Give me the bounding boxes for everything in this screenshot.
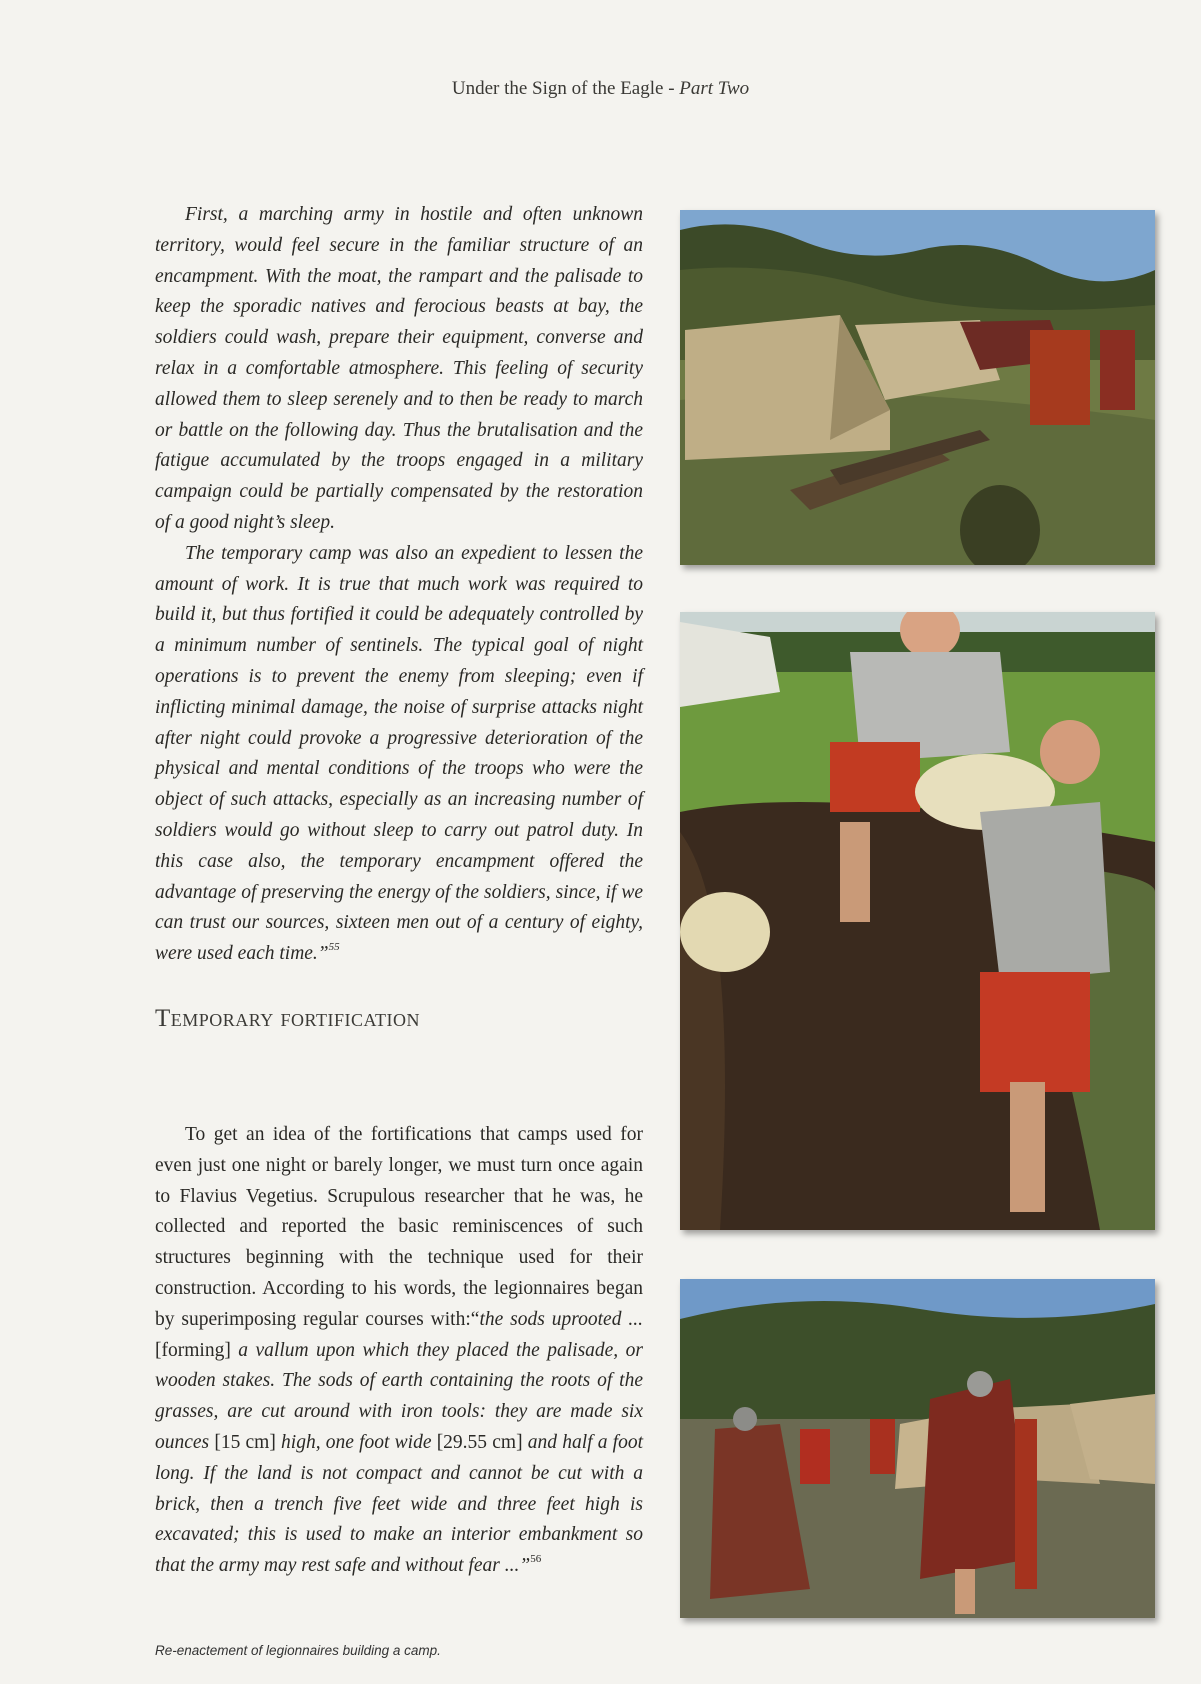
book-title: Under the Sign of the Eagle (451, 78, 664, 99)
photo-digging-trench-image (680, 612, 1155, 1230)
paragraph-expedient-text: The temporary camp was also an expedient to lessen the amount of work. It is true that much work was required to build it, but thus fortified it could be adequately controlled by a minimum number of sentinels. The typical goal of night operations is to prevent the enemy from sleeping; even if inflicting minimal damage, the noise of surprise attacks night after night could provoke a progressive deterioration of the physical and mental conditions of the troops who were the object of such attacks, especially as an increasing number of soldiers would go without sleep to carry out patrol duty. In this case also, the temporary encampment offered the advantage of preserving the energy of the soldiers, since, if we can trust our sources, sixteen men out of a century of eighty, were used each time.” (155, 542, 643, 965)
running-head (0, 78, 1201, 100)
photo-digging-trench (680, 612, 1155, 1230)
paragraph-security: First, a marching army in hostile and often unknown territory, would feel secure in the familiar structure of an encampment. With the moat, the rampart and the palisade to keep the sporadic natives and ferocious beasts at bay, the soldiers could wash, prepare their equipment, converse and relax in a comfortable atmosphere. This feeling of security allowed them to sleep serenely and to then be ready to march or battle on the following day. Thus the brutalisation and the fatigue accumulated by the troops engaged in a military campaign could be partially compensated by the restoration of a good night’s sleep. (155, 204, 643, 533)
text-column-bottom (155, 1120, 643, 1582)
photo-camp-tents (680, 210, 1155, 565)
text-column-top (155, 200, 643, 970)
paragraph-expedient (155, 539, 643, 970)
paragraph-vegetius (155, 1120, 643, 1582)
bracket-note-2: [15 cm] (214, 1431, 282, 1453)
photo-legionnaires-marching-image (680, 1279, 1155, 1618)
quote-part-1: the sods uprooted ... (479, 1308, 643, 1330)
header-separator: - (663, 78, 680, 99)
bracket-note-3: [29.55 cm] (436, 1431, 528, 1453)
photo-legionnaires-marching (680, 1279, 1155, 1618)
bracket-note-1: [forming] (155, 1339, 239, 1361)
quote-part-3: high, one foot wide (281, 1431, 437, 1453)
part-label: Part Two (679, 78, 750, 99)
quote-part-2: a vallum upon which they placed the palisade, or wooden stakes. The sods of earth containing the roots of the grasses, are cut around with iron tools: they are made six ounces (155, 1339, 643, 1453)
vegetius-intro: To get an idea of the fortifications that camps used for even just one night or barely longer, we must turn once again to Flavius Vegetius. Scrupulous researcher that he was, he collected and reported the basic reminiscences of such structures beginning with the technique used for their construction. According to his words, the legionnaires began by superimposing regular courses with:“ (155, 1124, 643, 1330)
photo-camp-tents-image (680, 210, 1155, 565)
quote-part-4: and half a foot long. If the land is not compact and cannot be cut with a brick, then a trench five feet wide and three feet high is excavated; this is used to make an interior embankment so that the army may rest safe and without fear ...” (155, 1431, 644, 1577)
footnote-ref-56: 56 (530, 1552, 542, 1565)
photo-caption: Re-enactement of legionnaires building a camp. (155, 1643, 441, 1658)
footnote-ref-55: 55 (328, 940, 340, 953)
section-heading: Temporary fortification (155, 1005, 420, 1032)
